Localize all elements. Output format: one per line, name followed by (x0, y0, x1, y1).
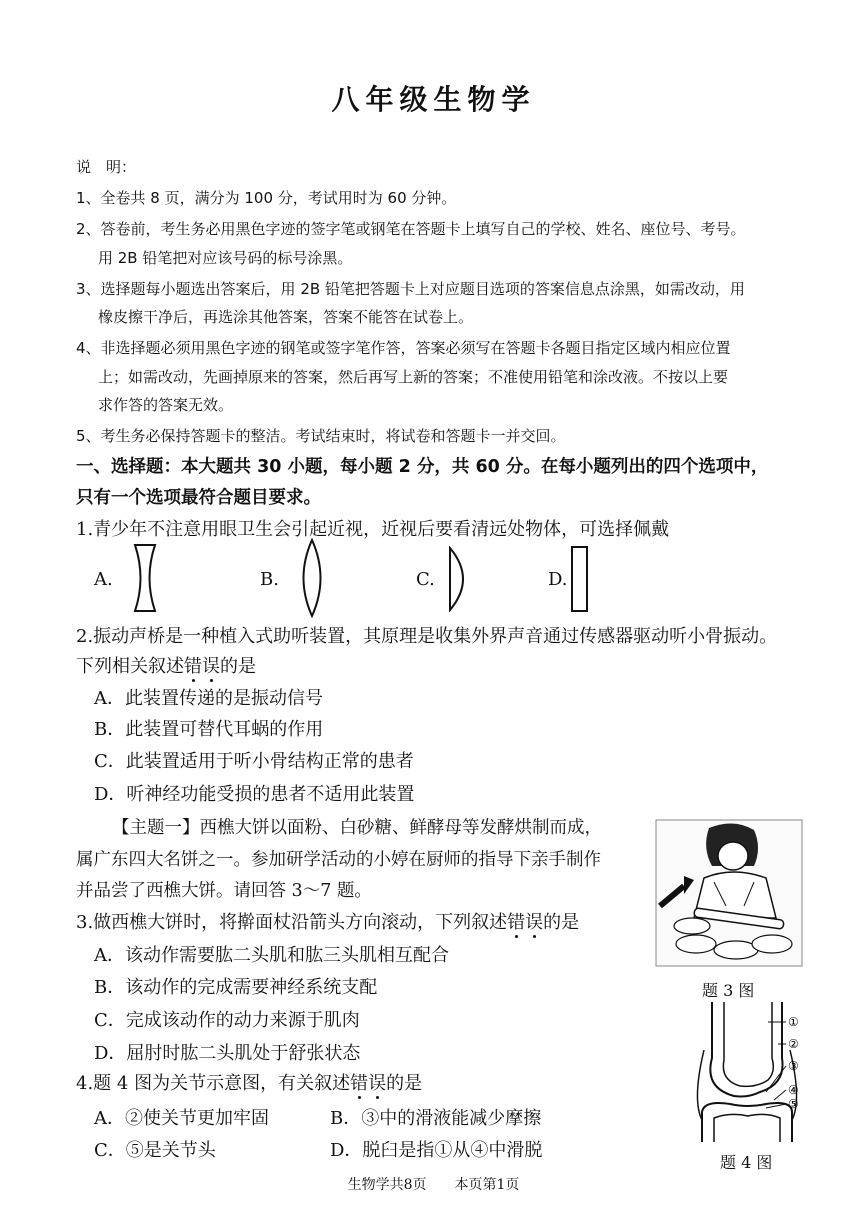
instruction-line: 1、全卷共 8 页，满分为 100 分，考试用时为 60 分钟。 (76, 189, 457, 207)
q2-option-b: B．此装置可替代耳蜗的作用 (94, 719, 324, 740)
flat-glass-icon (570, 545, 590, 613)
question-2-stem-line2 (76, 652, 256, 678)
stem-text: 的是 (543, 912, 580, 933)
stem-text: 的是 (220, 656, 256, 677)
joint-diagram (690, 1000, 810, 1148)
question-1-stem: 1.青少年不注意用眼卫生会引起近视，近视后要看清远处物体，可选择佩戴 (76, 519, 670, 540)
page-title: 八年级生物学 (331, 83, 536, 116)
instruction-line: 用 2B 铅笔把对应该号码的标号涂黑。 (98, 249, 353, 267)
stem-text: 3.做西樵大饼时，将擀面杖沿箭头方向滚动，下列叙述 (76, 912, 508, 933)
instruction-line: 求作答的答案无效。 (98, 396, 234, 414)
instruction-line: 橡皮擦干净后，再选涂其他答案，答案不能答在试卷上。 (98, 308, 474, 326)
convex-lens-icon (299, 538, 325, 618)
q4-option-d: D．脱臼是指①从④中滑脱 (330, 1140, 543, 1161)
q4-option-b: B．③中的滑液能减少摩擦 (330, 1108, 542, 1129)
stem-text: 的是 (386, 1073, 423, 1094)
q1-option-c-label: C. (416, 569, 435, 590)
instruction-line: 5、考生务必保持答题卡的整洁。考试结束时，将试卷和答题卡一并交回。 (76, 427, 566, 445)
stem-text: 下列相关叙述 (76, 656, 184, 677)
q3-option-a: A．该动作需要肱二头肌和肱三头肌相互配合 (94, 945, 449, 966)
figure-4-caption: 题 4 图 (720, 1153, 773, 1172)
question-2-stem: 2.振动声桥是一种植入式助听装置，其原理是收集外界声音通过传感器驱动听小骨振动。 (76, 626, 778, 647)
plano-convex-lens-icon (446, 546, 474, 612)
emphasis-char: 误 (368, 1073, 387, 1094)
instructions-heading: 说 明： (76, 158, 137, 176)
q4-option-a: A．②使关节更加牢固 (94, 1108, 269, 1129)
joint-label: ② (788, 1037, 799, 1051)
emphasis-char: 错 (507, 912, 526, 933)
q4-option-c: C．⑤是关节头 (94, 1140, 216, 1161)
theme-intro: 属广东四大名饼之一。参加研学活动的小婷在厨师的指导下亲手制作 (76, 850, 601, 870)
instruction-line: 3、选择题每小题选出答案后，用 2B 铅笔把答题卡上对应题目选项的答案信息点涂黑，如需改动，用 (76, 280, 745, 298)
joint-label: ④ (788, 1083, 799, 1097)
concave-lens-icon (132, 543, 158, 613)
theme-intro: 并品尝了西樵大饼。请回答 3～7 题。 (76, 881, 372, 901)
instruction-line: 上；如需改动，先画掉原来的答案，然后再写上新的答案；不准使用铅笔和涂改液。不按以上要 (98, 368, 729, 386)
emphasis-char: 误 (202, 656, 220, 677)
rolling-dough-illustration (654, 818, 804, 968)
page-footer: 生物学共8页 本页第1页 (347, 1177, 520, 1193)
q3-option-b: B．该动作的完成需要神经系统支配 (94, 977, 378, 998)
q3-option-d: D．屈肘时肱二头肌处于舒张状态 (94, 1043, 361, 1064)
emphasis-char: 错 (184, 656, 202, 677)
q1-option-b-label: B. (260, 569, 279, 590)
figure-3-caption: 题 3 图 (702, 981, 755, 1000)
joint-label: ③ (788, 1059, 799, 1073)
section-heading: 一、选择题：本大题共 30 小题，每小题 2 分，共 60 分。在每小题列出的四个选项中， (76, 457, 769, 477)
q2-option-a: A．此装置传递的是振动信号 (94, 688, 323, 709)
q2-option-d: D．听神经功能受损的患者不适用此装置 (94, 784, 415, 805)
theme-intro: 【主题一】西樵大饼以面粉、白砂糖、鲜酵母等发酵烘制而成， (112, 818, 602, 838)
section-heading: 只有一个选项最符合题目要求。 (76, 488, 321, 508)
q1-option-d-label: D. (548, 569, 568, 590)
question-4-stem (76, 1069, 422, 1095)
instruction-line: 2、答卷前，考生务必用黑色字迹的签字笔或钢笔在答题卡上填写自己的学校、姓名、座位号、考号。 (76, 220, 746, 238)
joint-label: ⑤ (788, 1097, 799, 1111)
question-3-stem (76, 908, 579, 934)
stem-text: 4.题 4 图为关节示意图，有关叙述 (76, 1073, 351, 1094)
emphasis-char: 误 (525, 912, 544, 933)
joint-label: ① (788, 1015, 799, 1029)
q3-option-c: C．完成该动作的动力来源于肌肉 (94, 1010, 360, 1031)
instruction-line: 4、非选择题必须用黑色字迹的钢笔或签字笔作答，答案必须写在答题卡各题目指定区域内相应位置 (76, 339, 731, 357)
emphasis-char: 错 (350, 1073, 369, 1094)
q1-option-a-label: A. (94, 569, 113, 590)
q2-option-c: C．此装置适用于听小骨结构正常的患者 (94, 751, 414, 772)
